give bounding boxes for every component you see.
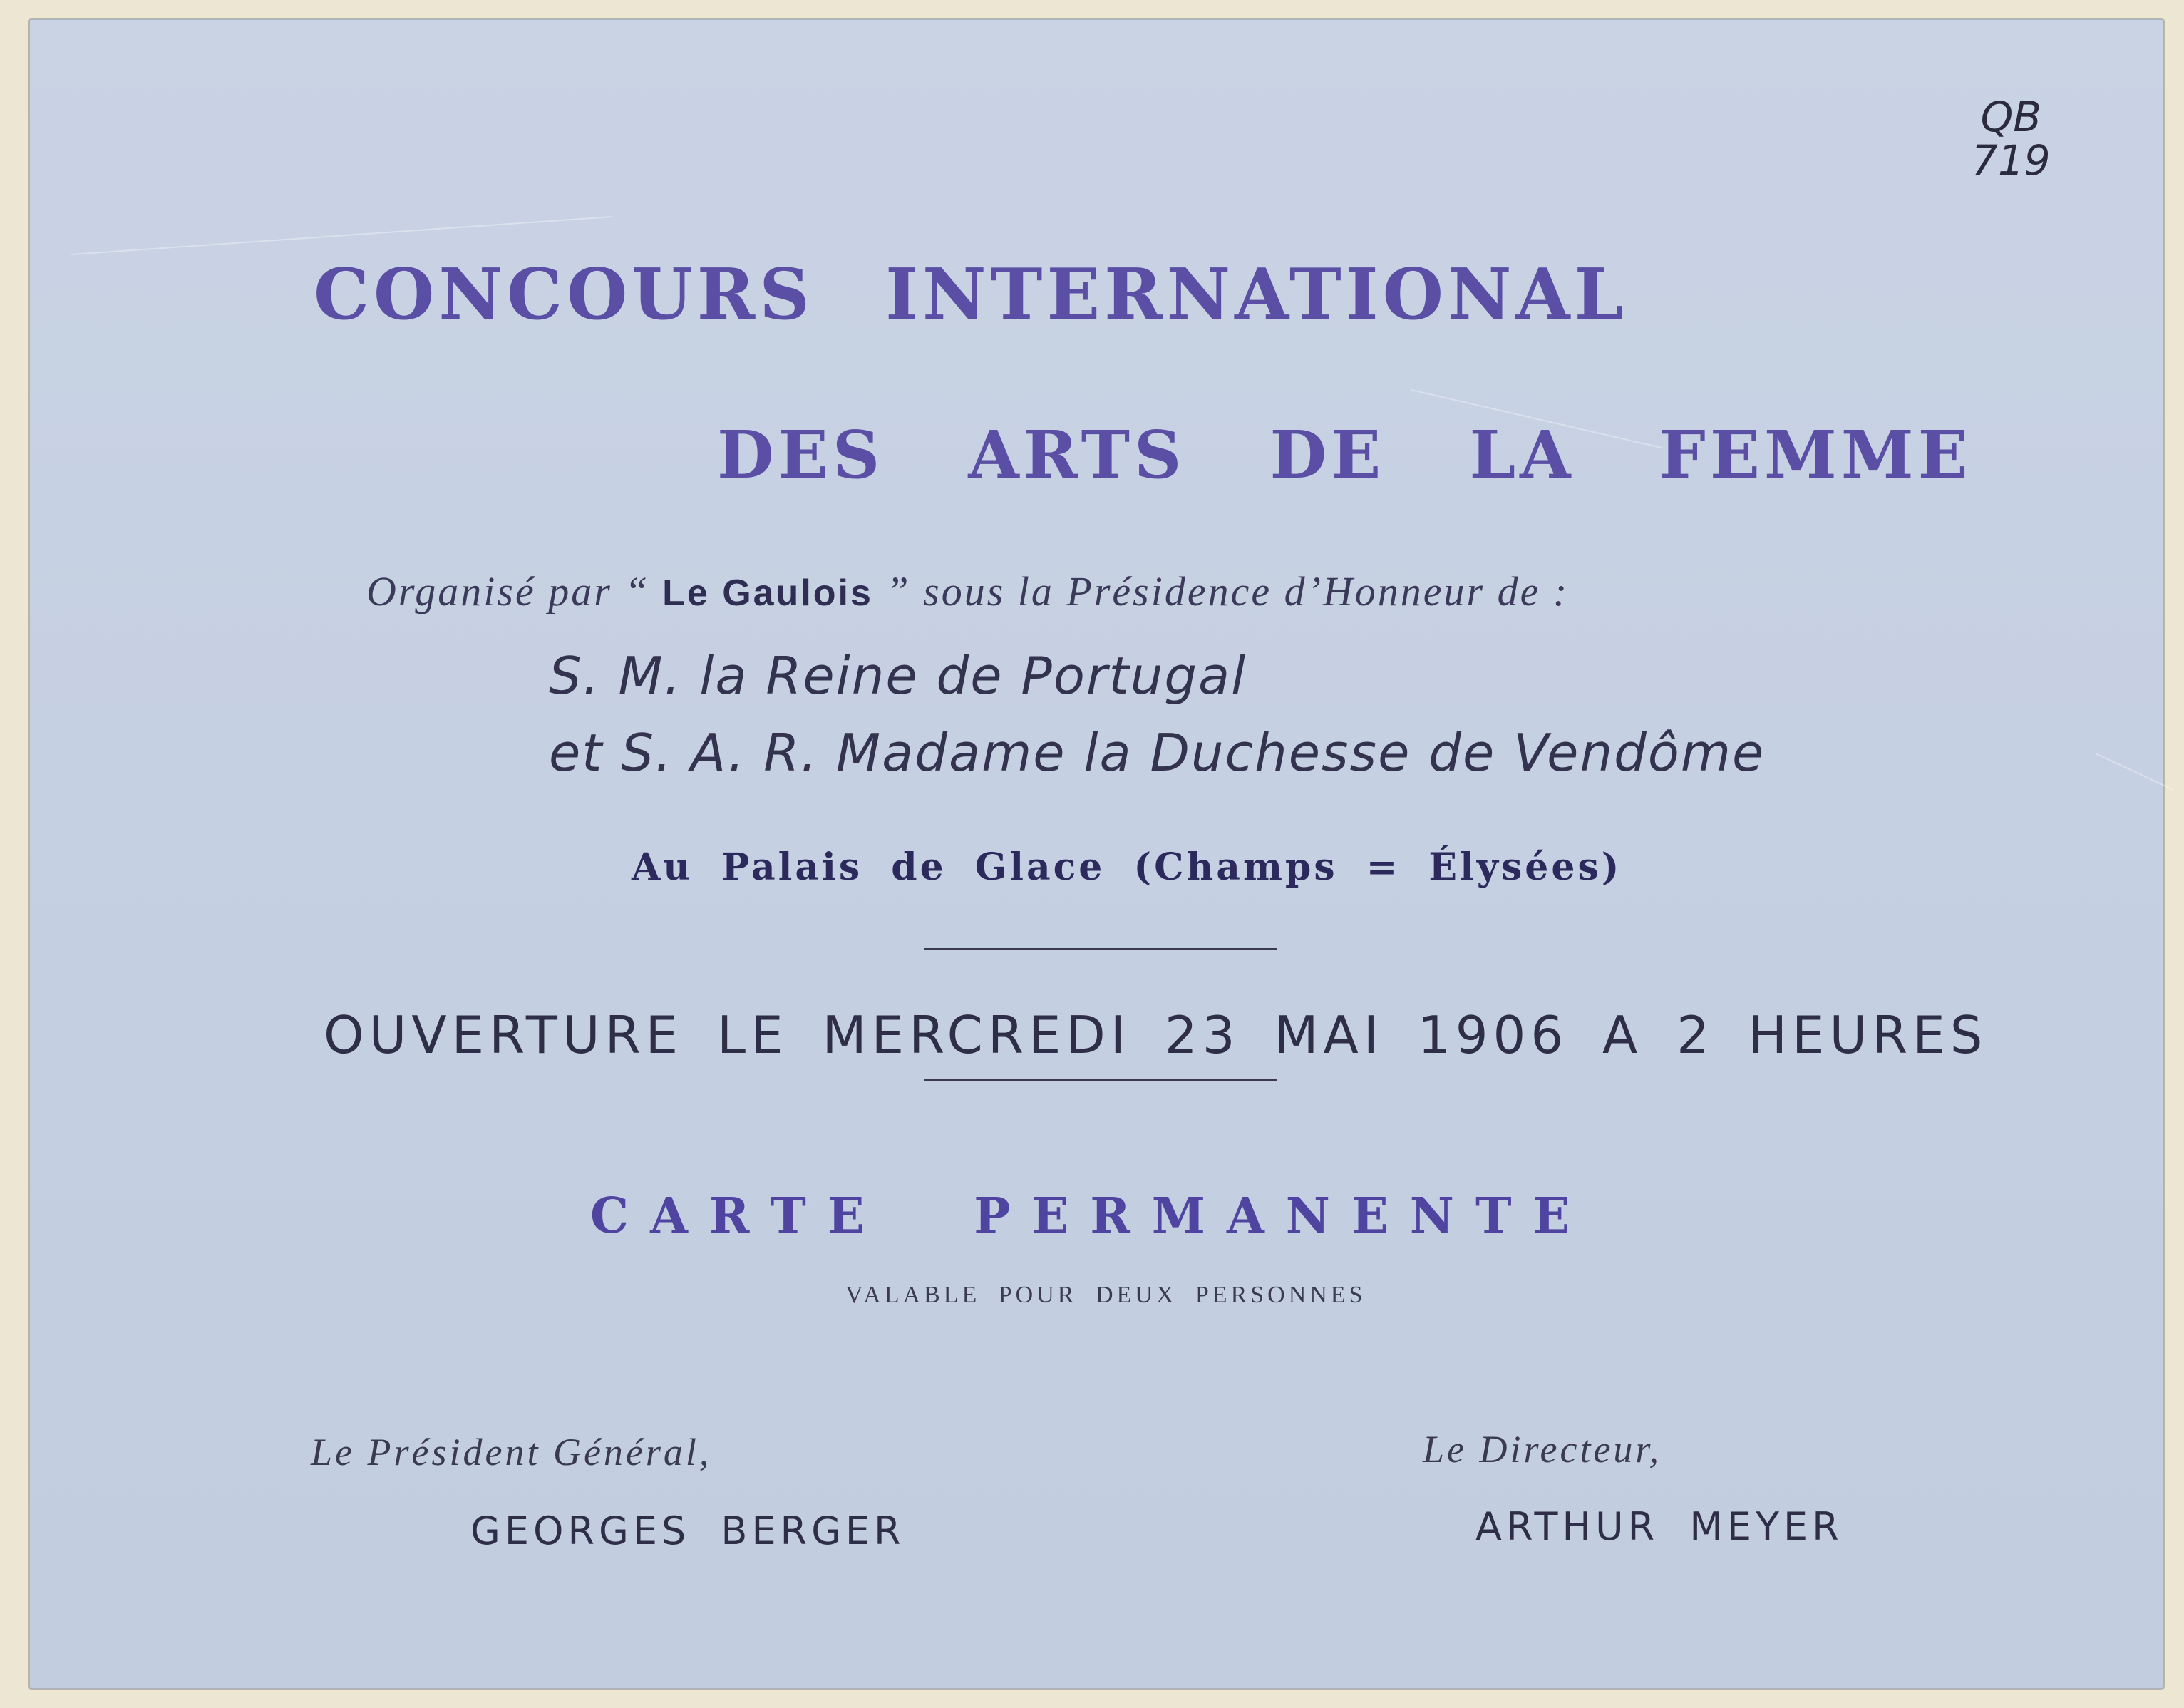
shelfmark-annotation (1972, 93, 2051, 185)
paper-crease-1 (71, 216, 612, 255)
venue: Au Palais de Glace (Champs = Élysées) (632, 845, 1622, 889)
director-name: ARTHUR MEYER (1475, 1504, 1843, 1549)
title-line-1: CONCOURS INTERNATIONAL (314, 254, 1628, 336)
shelfmark-line-2: 719 (1972, 135, 2051, 185)
organisation-line (366, 567, 1569, 615)
divider-bottom (924, 1079, 1277, 1081)
president-name: GEORGES BERGER (470, 1508, 905, 1553)
divider-top (924, 948, 1277, 950)
patron-line-1: S. M. la Reine de Portugal (549, 646, 1247, 706)
shelfmark-line-1: QB (1980, 93, 2042, 141)
title-line-2: DES ARTS DE LA FEMME (717, 416, 1972, 493)
paper-crease-3 (2096, 753, 2174, 791)
invitation-card (29, 19, 2164, 1689)
organisation-suffix: ” sous la Présidence d’Honneur de : (885, 568, 1570, 614)
newspaper-name: Le Gaulois (662, 572, 873, 614)
director-role: Le Directeur, (1423, 1428, 1662, 1471)
opening-date: OUVERTURE LE MERCREDI 23 MAI 1906 A 2 HEURES (324, 1005, 1988, 1065)
president-role: Le Président Général, (311, 1431, 712, 1473)
card-type-heading: CARTE PERMANENTE (590, 1188, 1592, 1245)
patron-line-2: et S. A. R. Madame la Duchesse de Vendôme (549, 723, 1766, 783)
organisation-prefix: Organisé par “ (366, 568, 650, 614)
validity-note: VALABLE POUR DEUX PERSONNES (845, 1282, 1366, 1308)
